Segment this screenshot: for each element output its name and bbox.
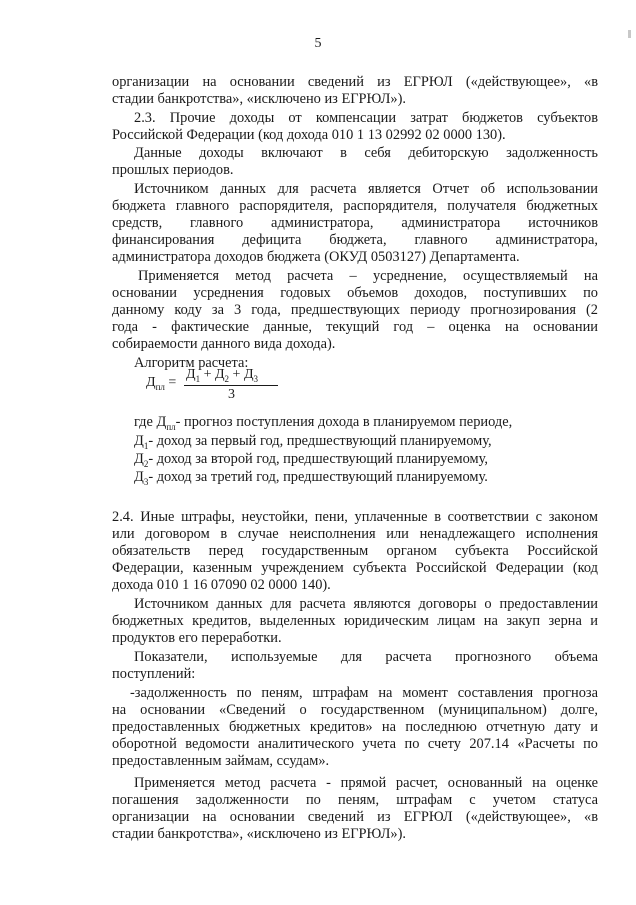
text-line: Источником данных для расчета являются договоры о предоставлении [134,596,598,612]
text-line: Применяется метод расчета – усреднение, осуществляемый на [138,268,598,284]
text-line: обязательств перед государственным органом субъекта Российской [112,543,598,559]
text-line: прошлых периодов. [112,162,234,178]
text-line: организации на основании сведений из ЕГРЮЛ («действующее», «в [112,809,598,825]
legend-line-pl: где $Д_{пл}-$ прогноз поступления дохода в планируемом периоде, [134,414,513,432]
text-line: Российской Федерации (код дохода 010 1 13 02992 02 0000 130). [112,127,506,143]
text-line: администратора доходов бюджета (ОКУД 0503127) Департамента. [112,249,520,265]
text-line: дохода 010 1 16 07090 02 0000 140). [112,577,331,593]
text-line: или договором в случае неисполнения или ненадлежащего исполнения [112,526,598,542]
text-line: предоставленным займам, ссудам». [112,753,330,769]
text-line: средств, главного администратора, администратора источников [112,215,598,231]
average-formula [146,367,286,407]
text-line: бюджетных кредитов, выделенных юридическим лицам на закуп зерна и [112,613,598,629]
text-line: на основании «Сведений о государственном (муниципальном) долге, [112,702,598,718]
text-line: Федерации, казенным учреждением субъекта Российской Федерации (код [112,560,598,576]
text-line: погашения задолженности по пеням, штрафам с учетом статуса [112,792,598,808]
formula-denominator: 3 [228,387,235,402]
text-line: организации на основании сведений из ЕГРЮЛ («действующее», «в [112,74,598,90]
page-number: 5 [314,36,322,51]
legend-line-3: $Д_3-$ доход за третий год, предшествующий планируемому. [134,469,488,487]
text-line: предоставленных бюджетных кредитов» на последнюю отчетную дату и [112,719,598,735]
text-line: Показатели, используемые для расчета прогнозного объема [134,649,598,665]
text-line: собираемости данного вида дохода). [112,336,336,352]
fraction-bar [184,385,278,386]
formula-caption: Алгоритм расчета: [134,355,249,371]
section-heading-2-3: 2.3. Прочие доходы от компенсации затрат бюджетов субъектов [134,110,598,126]
formula-lhs: $Д_{пл}$ = [146,375,177,392]
text-line: оборотной ведомости аналитического учета по счету 207.14 «Расчеты по [112,736,598,752]
text-line: основании усреднения годовых объемов доходов, поступивших по [112,285,598,301]
text-line: года - фактические данные, текущий год – оценка на основании [112,319,598,335]
text-line: стадии банкротства», «исключено из ЕГРЮЛ»). [112,826,406,842]
text-line: Источником данных для расчета является Отчет об использовании [134,181,598,197]
legend-line-1: $Д_1-$ доход за первый год, предшествующий планируемому, [134,433,492,451]
text-line: данному коду за 3 года, предшествующих периоду прогнозирования (2 [112,302,598,318]
text-line: поступлений: [112,666,196,682]
text-line: Применяется метод расчета - прямой расчет, основанный на оценке [134,775,598,791]
text-line: -задолженность по пеням, штрафам на момент составления прогноза [130,685,598,701]
text-line: продуктов его переработки. [112,630,282,646]
text-line: Данные доходы включают в себя дебиторскую задолженность [134,145,598,161]
section-heading-2-4: 2.4. Иные штрафы, неустойки, пени, уплаченные в соответствии с законом [112,509,598,525]
legend-line-2: $Д_2-$ доход за второй год, предшествующий планируемому, [134,451,488,469]
formula-numerator: $Д_1 + Д_2 + Д_3$ [186,367,258,384]
text-line: стадии банкротства», «исключено из ЕГРЮЛ»). [112,91,406,107]
text-line: бюджета главного распорядителя, распорядителя, получателя бюджетных [112,198,598,214]
text-line: финансирования дефицита бюджета, главного администратора, [112,232,598,248]
